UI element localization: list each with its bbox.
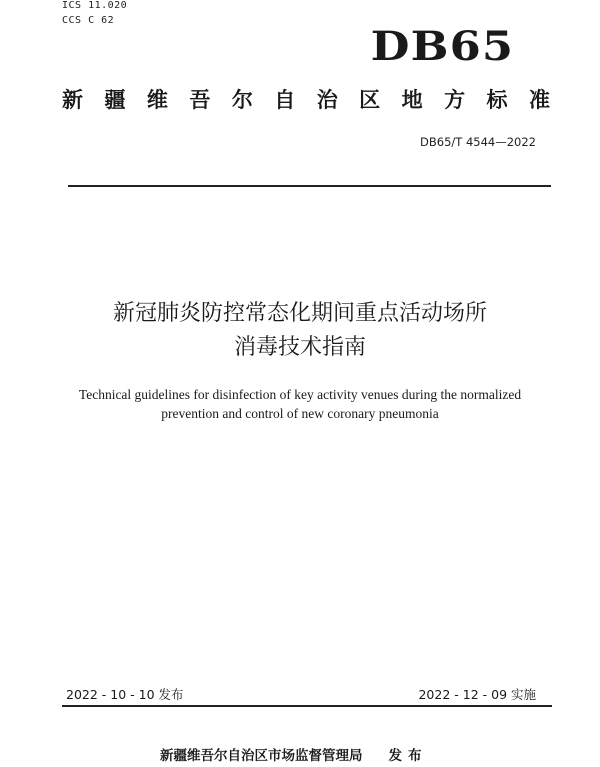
title-en-line: prevention and control of new coronary pneumonia — [161, 406, 439, 421]
title-zh-line: 新冠肺炎防控常态化期间重点活动场所 — [112, 301, 487, 326]
title-zh-line: 消毒技术指南 — [233, 335, 366, 360]
classification-char: 尔 — [231, 88, 253, 112]
classification-char: 标 — [486, 88, 508, 112]
classification-char: 吾 — [189, 88, 211, 112]
classification-char: 自 — [274, 88, 296, 112]
issue-date: 2022 - 10 - 10 发布 — [66, 687, 184, 702]
title-en-line: Technical guidelines for disinfection of key activity venues during the normalized — [78, 387, 522, 402]
ccs-code: CCS C 62 — [62, 15, 115, 26]
publisher — [160, 744, 428, 764]
implementation-date: 2022 - 12 - 09 实施 — [418, 687, 536, 702]
title-english — [0, 385, 600, 423]
header-divider — [68, 185, 551, 187]
classification-char: 疆 — [104, 88, 126, 112]
classification-char: 新 — [62, 88, 83, 112]
classification-char: 维 — [146, 88, 168, 112]
title-chinese — [0, 297, 600, 365]
classification-char: 方 — [444, 88, 466, 112]
db-logo: DB65 — [370, 23, 514, 70]
publisher-name: 新疆维吾尔自治区市场监督管理局 — [160, 748, 363, 764]
classification-char: 治 — [316, 88, 338, 112]
classification-char: 区 — [359, 88, 381, 112]
classification-char: 地 — [401, 88, 423, 112]
classification-char: 准 — [528, 88, 550, 112]
standard-number: DB65/T 4544—2022 — [420, 135, 536, 149]
footer-divider — [62, 705, 552, 707]
ics-code: ICS 11.020 — [62, 0, 128, 11]
standard-classification — [62, 84, 550, 114]
publish-action: 发布 — [388, 748, 428, 764]
